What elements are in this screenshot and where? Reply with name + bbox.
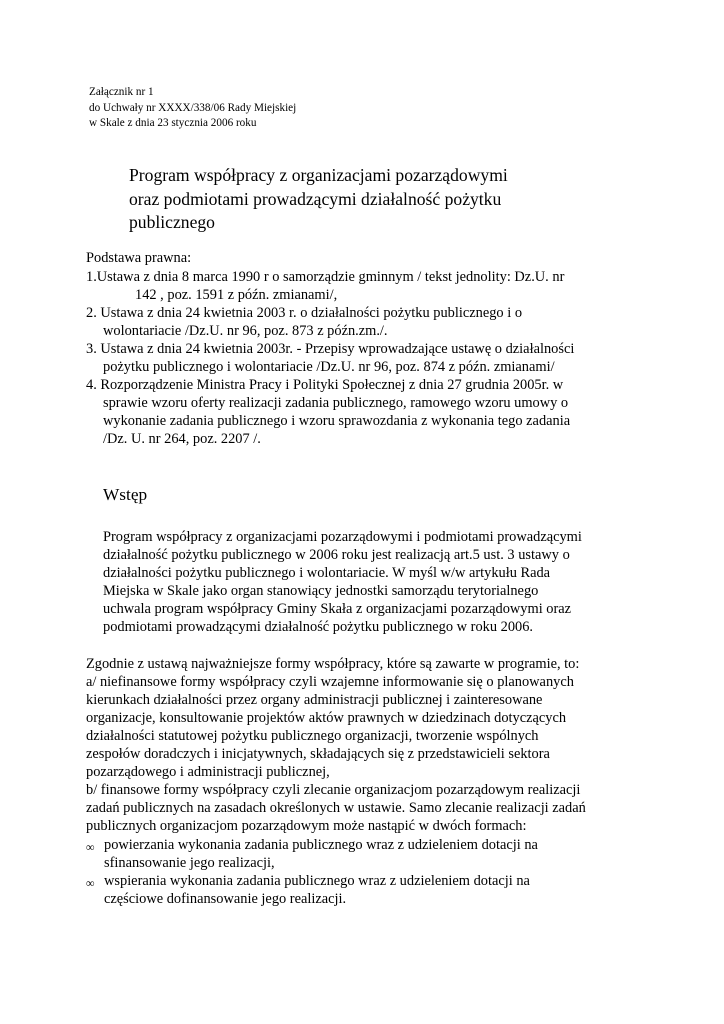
attachment-number: Załącznik nr 1 [89, 86, 154, 98]
legal-basis-item-4-cont: wykonanie zadania publicznego i wzoru sprawozdania z wykonania tego zadania [103, 413, 571, 429]
infinity-bullet-icon: ∞ [86, 876, 95, 890]
intro-line: Miejska w Skale jako organ stanowiący jednostki samorządu terytorialnego [103, 583, 539, 599]
title-line: Program współpracy z organizacjami pozarządowymi [129, 165, 508, 185]
legal-basis-item-3: 3. Ustawa z dnia 24 kwietnia 2003r. - Przepisy wprowadzające ustawę o działalności [86, 341, 575, 357]
forms-line: Zgodnie z ustawą najważniejsze formy współpracy, które są zawarte w programie, to: [86, 656, 580, 672]
bullet-item-cont: częściowe dofinansowanie jego realizacji. [104, 891, 347, 907]
forms-line: zadań publicznych na zasadach określonych w ustawie. Samo zlecanie realizacji zadań [86, 800, 586, 816]
forms-line: organizacje, konsultowanie projektów aktów prawnych w dziedzinach dotyczących [86, 710, 567, 726]
infinity-bullet-icon: ∞ [86, 840, 95, 854]
forms-line: działalności statutowej pożytku publicznego organizacji, tworzenie wspólnych [86, 728, 539, 744]
legal-basis-item-4: 4. Rozporządzenie Ministra Pracy i Polityki Społecznej z dnia 27 grudnia 2005r. w [86, 377, 564, 393]
intro-line: uchwala program współpracy Gminy Skała z organizacjami pozarządowymi oraz [103, 601, 572, 617]
resolution-reference: do Uchwały nr XXXX/338/06 Rady Miejskiej [89, 101, 297, 114]
legal-basis-item-3-cont: pożytku publicznego i wolontariacie /Dz.U. nr 96, poz. 874 z późn. zmianami/ [103, 359, 555, 375]
legal-basis-item-1: 1.Ustawa z dnia 8 marca 1990 r o samorządzie gminnym / tekst jednolity: Dz.U. nr [86, 269, 565, 285]
intro-line: działalność pożytku publicznego w 2006 roku jest realizacją art.5 ust. 3 ustawy o [103, 547, 570, 563]
title-line: oraz podmiotami prowadzącymi działalność pożytku [129, 188, 502, 209]
forms-line: a/ niefinansowe formy współpracy czyli wzajemne informowanie się o planowanych [86, 674, 574, 690]
title-line: publicznego [129, 212, 215, 232]
legal-basis-heading: Podstawa prawna: [86, 250, 192, 266]
intro-line: działalności pożytku publicznego i wolontariacie. W myśl w/w artykułu Rada [103, 565, 551, 581]
document-title [129, 164, 609, 235]
bullet-item: powierzania wykonania zadania publicznego wraz z udzieleniem dotacji na [104, 837, 538, 853]
section-heading-intro: Wstęp [103, 485, 148, 504]
legal-basis-item-4-cont: /Dz. U. nr 264, poz. 2207 /. [103, 431, 261, 447]
attachment-header [89, 85, 296, 132]
bullet-item: wspierania wykonania zadania publicznego wraz z udzieleniem dotacji na [104, 873, 530, 889]
intro-line: podmiotami prowadzącymi działalność pożytku publicznego w roku 2006. [103, 619, 534, 635]
forms-line: kierunkach działalności przez organy administracji publicznej i zainteresowane [86, 692, 543, 708]
legal-basis-item-4-cont: sprawie wzoru oferty realizacji zadania publicznego, ramowego wzoru umowy o [103, 395, 569, 411]
bullet-item-cont: sfinansowanie jego realizacji, [104, 855, 275, 871]
forms-line: b/ finansowe formy współpracy czyli zlecanie organizacjom pozarządowym realizacji [86, 782, 581, 798]
legal-basis-item-2: 2. Ustawa z dnia 24 kwietnia 2003 r. o działalności pożytku publicznego i o [86, 305, 523, 321]
intro-line: Program współpracy z organizacjami pozarządowymi i podmiotami prowadzącymi [103, 529, 582, 545]
legal-basis-item-2-cont: wolontariacie /Dz.U. nr 96, poz. 873 z późn.zm./. [103, 323, 388, 339]
forms-line: zespołów doradczych i inicjatywnych, składających się z przedstawicieli sektora [86, 746, 550, 762]
forms-line: publicznych organizacjom pozarządowym może nastąpić w dwóch formach: [86, 818, 527, 834]
forms-line: pozarządowego i administracji publicznej, [86, 764, 330, 780]
resolution-date: w Skale z dnia 23 stycznia 2006 roku [89, 117, 257, 129]
legal-basis-item-1-cont: 142 , poz. 1591 z późn. zmianami/, [135, 287, 338, 303]
